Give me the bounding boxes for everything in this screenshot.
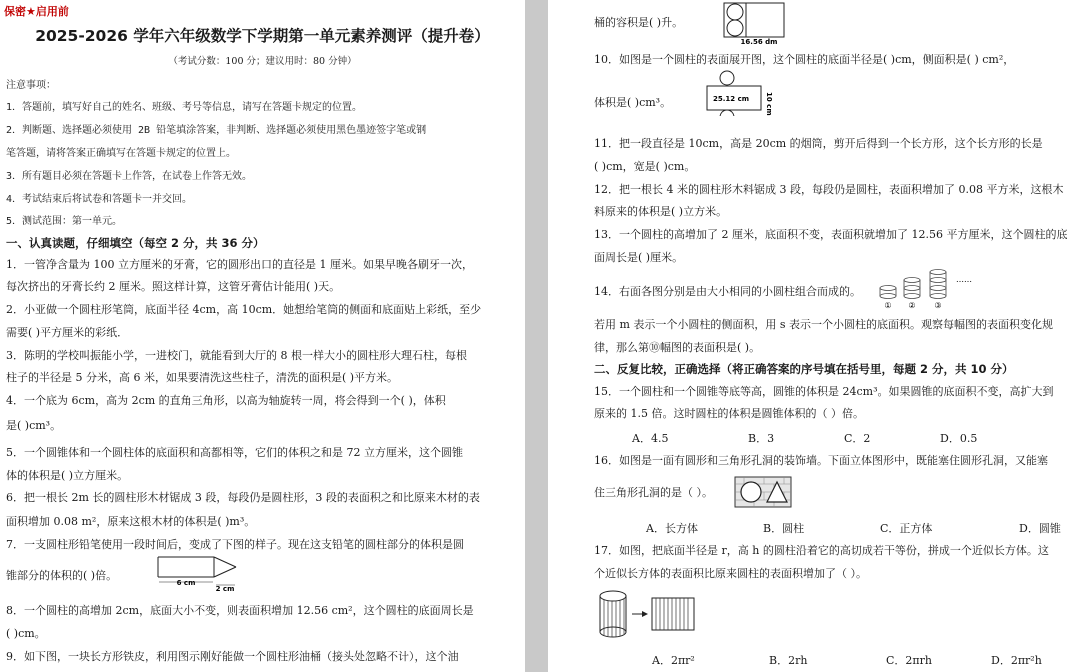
question-line: 面积增加 0.08 m²，原来这根木材的体积是( )m³。: [6, 515, 256, 528]
confidential-label: 保密★启用前: [4, 5, 69, 18]
q17-option-a[interactable]: A．2πr²: [652, 654, 695, 667]
q15-option-c[interactable]: C．2: [844, 432, 871, 445]
note-line: 5．测试范围：第一单元。: [6, 216, 123, 227]
question-line: 6．把一根长 2m 长的圆柱形木材锯成 3 段，每段仍是圆柱形，3 段的表面积之和比原来木材的表: [6, 491, 480, 504]
decorative-wall-figure: [734, 476, 792, 508]
question-line: 5．一个圆锥体和一个圆柱体的底面积和高都相等，它们的体积之和是 72 立方厘米，这个圆锥: [6, 446, 463, 459]
question-line: 若用 m 表示一个小圆柱的侧面积，用 s 表示一个小圆柱的底面积。观察每幅图的表面积变化规: [594, 318, 1054, 331]
stacked-cylinders-figure: [876, 266, 984, 312]
q16-option-d[interactable]: D．圆锥: [1019, 522, 1061, 535]
oil-drum-figure: [723, 2, 785, 46]
stack-label-2: ②: [908, 301, 916, 310]
question-line: 3．陈明的学校叫振能小学，一进校门，就能看到大厅的 8 根一样大小的圆柱形大理石柱，每根: [6, 349, 467, 362]
q16-option-c[interactable]: C．正方体: [880, 522, 933, 535]
question-line: 柱子的半径是 5 分米，高 6 米，如果要清洗这些柱子，清洗的面积是( )平方米。: [6, 371, 399, 384]
cylinder-cut-figure: [598, 588, 698, 640]
question-line: 12．把一根长 4 米的圆柱形木料锯成 3 段，每段仍是圆柱，表面积增加了 0.08 平方米，这根木: [594, 183, 1064, 196]
question-line: 锥部分的体积的( )倍。: [6, 569, 118, 582]
exam-subtitle: （考试分数：100 分；建议用时：80 分钟）: [168, 56, 357, 67]
oil-drum-length: 16.56 dm: [740, 38, 778, 46]
stack-label-3: ③: [934, 301, 942, 310]
question-line: 9．如下图，一块长方形铁皮，利用图示刚好能做一个圆柱形油桶（接头处忽略不计），这个油: [6, 650, 459, 663]
right-page: [548, 0, 1080, 672]
note-line: 4．考试结束后将试卷和答题卡一并交回。: [6, 194, 193, 205]
notes-heading: 注意事项：: [6, 80, 56, 91]
question-line: 律，那么第⑩幅图的表面积是( )。: [594, 341, 761, 354]
question-line: 桶的容积是( )升。: [594, 16, 684, 29]
note-line: 1．答题前，填写好自己的姓名、班级、考号等信息，请写在答题卡规定的位置。: [6, 102, 363, 113]
question-line: 8．一个圆柱的高增加 2cm，底面大小不变，则表面积增加 12.56 cm²，这个圆柱的底面周长是: [6, 604, 474, 617]
exam-title: 2025-2026 学年六年级数学下学期第一单元素养测评（提升卷）: [35, 27, 490, 45]
question-line: 需要( )平方厘米的彩纸．: [6, 326, 129, 339]
note-line: 3．所有题目必须在答题卡上作答，在试卷上作答无效。: [6, 171, 253, 182]
question-line: 面周长是( )厘米。: [594, 251, 684, 264]
cylinder-net-figure: [705, 70, 775, 116]
note-line: 2．判断题、选择题必须使用 2B 铅笔填涂答案，非判断、选择题必须使用黑色墨迹签字笔或钢: [6, 125, 427, 136]
question-line: ( )cm，宽是( )cm。: [594, 160, 696, 173]
question-line: 个近似长方体的表面积比原来圆柱的表面积增加了（ ）。: [594, 567, 867, 580]
question-line: 是( )cm³。: [6, 419, 62, 432]
question-line: 每次挤出的牙膏长约 2 厘米。照这样计算，这管牙膏估计能用( )天。: [6, 280, 341, 293]
stack-more: ……: [956, 275, 972, 284]
pencil-label-cone: 2 cm: [215, 585, 235, 591]
question-line: 体积是( )cm³。: [594, 96, 672, 109]
left-page: [0, 0, 525, 672]
question-line: 1．一管净含量为 100 立方厘米的牙膏，它的圆形出口的直径是 1 厘米。如果早晚各刷牙一次，: [6, 258, 473, 271]
q15-option-d[interactable]: D．0.5: [940, 432, 978, 445]
question-line: 体的体积是( )立方厘米。: [6, 469, 129, 482]
stack-label-1: ①: [884, 301, 892, 310]
note-line: 笔答题，请将答案正确填写在答题卡规定的位置上。: [6, 148, 236, 159]
q16-option-b[interactable]: B．圆柱: [763, 522, 805, 535]
q15-option-a[interactable]: A．4.5: [632, 432, 669, 445]
question-line: 原来的 1.5 倍。这时圆柱的体积是圆锥体积的（ ）倍。: [594, 407, 864, 420]
question-line: 4．一个底为 6cm，高为 2cm 的直角三角形，以高为轴旋转一周，将会得到一个( )，体积: [6, 394, 446, 407]
question-line: 11．把一段直径是 10cm，高是 20cm 的烟筒，剪开后得到一个长方形，这个长方形的长是: [594, 137, 1043, 150]
question-line: 2．小亚做一个圆柱形笔筒，底面半径 4cm，高 10cm．她想给笔筒的侧面和底面贴上彩纸，至少: [6, 303, 482, 316]
q17-option-c[interactable]: C．2πrh: [886, 654, 932, 667]
section-heading: 二、反复比较，正确选择（将正确答案的序号填在括号里，每题 2 分，共 10 分）: [594, 362, 1014, 376]
q15-option-b[interactable]: B．3: [748, 432, 775, 445]
q17-option-d[interactable]: D．2πr²h: [991, 654, 1042, 667]
question-line: 10．如图是一个圆柱的表面展开图，这个圆柱的底面半径是( )cm，侧面积是( ) cm²，: [594, 53, 1015, 66]
question-line: 料原来的体积是( )立方米。: [594, 205, 728, 218]
question-line: 15．一个圆柱和一个圆锥等底等高，圆锥的体积是 24cm³。如果圆锥的底面积不变，高扩大到: [594, 385, 1054, 398]
section-heading: 一、认真读题，仔细填空（每空 2 分，共 36 分）: [6, 236, 265, 250]
question-line: 住三角形孔洞的是（ ）。: [594, 486, 713, 499]
pencil-figure: [156, 555, 240, 591]
q17-option-b[interactable]: B．2rh: [769, 654, 808, 667]
question-line: ( )cm。: [6, 627, 46, 640]
net-height-label: 10 cm: [765, 92, 773, 116]
question-line: 16．如图是一面有圆形和三角形孔洞的装饰墙。下面立体图形中，既能塞住圆形孔洞，又能塞: [594, 454, 1048, 467]
question-line: 7．一支圆柱形铅笔使用一段时间后，变成了下图的样子。现在这支铅笔的圆柱部分的体积是圆: [6, 538, 464, 551]
q16-option-a[interactable]: A．长方体: [646, 522, 698, 535]
pencil-label-cylinder: 6 cm: [176, 579, 196, 587]
question-line: 17．如图，把底面半径是 r，高 h 的圆柱沿着它的高切成若干等份，拼成一个近似长方体。这: [594, 544, 1049, 557]
question-line: 13．一个圆柱的高增加了 2 厘米，底面积不变，表面积就增加了 12.56 平方厘米，这个圆柱的底: [594, 228, 1068, 241]
net-width-label: 25.12 cm: [712, 95, 750, 103]
question-line: 14．右面各图分别是由大小相同的小圆柱组合而成的。: [594, 285, 861, 298]
